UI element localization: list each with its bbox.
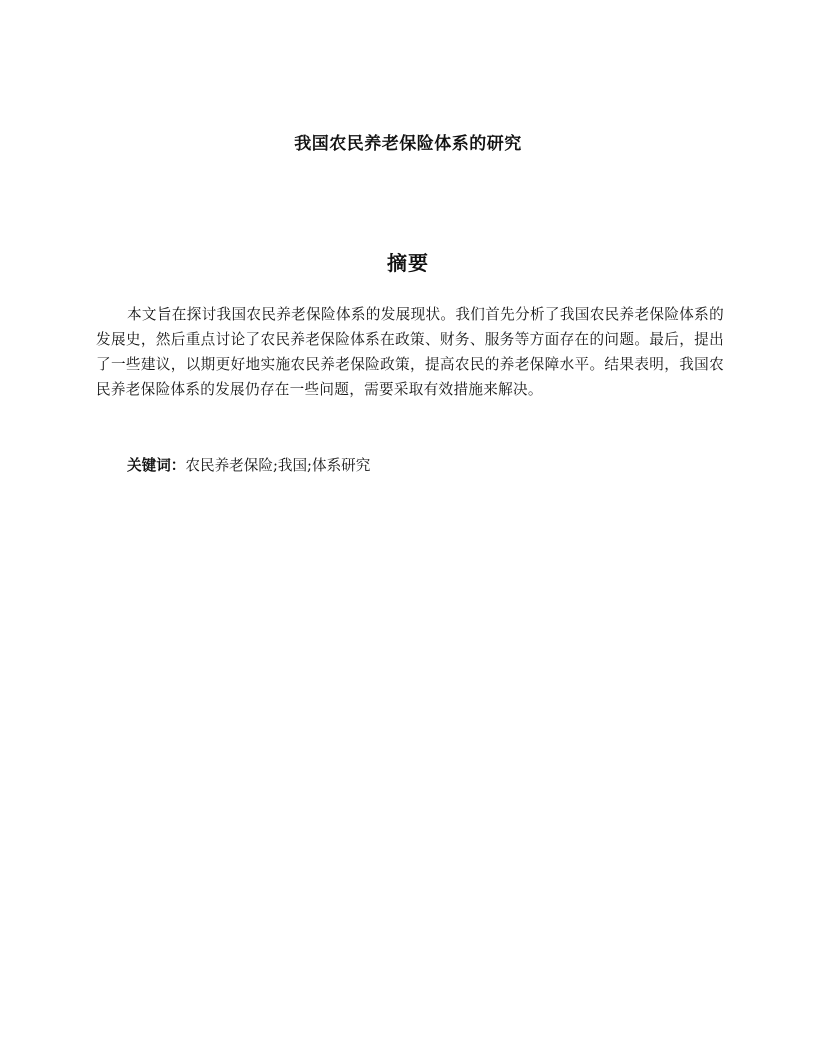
abstract-paragraph: 本文旨在探讨我国农民养老保险体系的发展现状。我们首先分析了我国农民养老保险体系的发展史，然后重点讨论了农民养老保险体系在政策、财务、服务等方面存在的问题。最后，提出了一些建议，以期更好地实施农民养老保险政策，提高农民的养老保障水平。结果表明，我国农民养老保险体系的发展仍存在一些问题，需要采取有效措施来解决。 bbox=[96, 306, 724, 398]
abstract-heading: 摘要 bbox=[387, 251, 429, 275]
keywords-line bbox=[127, 453, 727, 478]
paper-title: 我国农民养老保险体系的研究 bbox=[294, 134, 522, 154]
keywords-value: 农民养老保险;我国;体系研究 bbox=[185, 457, 371, 474]
keywords-label: 关键词： bbox=[127, 457, 186, 474]
